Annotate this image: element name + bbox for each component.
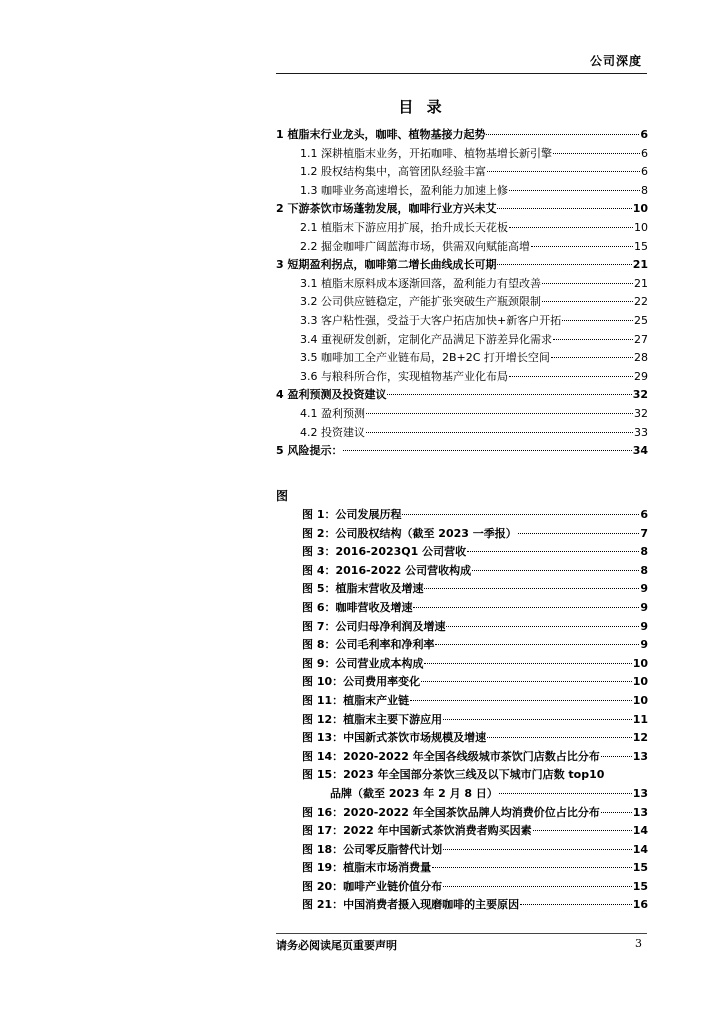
toc-subsection-entry[interactable] bbox=[276, 424, 648, 443]
figure-entry-page: 8 bbox=[640, 563, 648, 577]
figure-entry-title: 图 3：2016-2023Q1 公司营收 bbox=[302, 545, 467, 559]
dot-leader bbox=[446, 626, 639, 627]
toc-title: 目 录 bbox=[398, 98, 446, 116]
figure-entry-page: 10 bbox=[632, 675, 648, 689]
dot-leader bbox=[509, 190, 640, 191]
dot-leader bbox=[366, 432, 633, 433]
figure-entry-page: 15 bbox=[632, 879, 648, 893]
figure-entry[interactable] bbox=[302, 896, 648, 915]
figure-entry-page: 13 bbox=[632, 786, 648, 800]
figure-entry-title: 图 5：植脂末营收及增速 bbox=[302, 582, 424, 596]
dot-leader bbox=[387, 394, 631, 395]
dot-leader bbox=[542, 283, 633, 284]
toc-entry-page: 21 bbox=[632, 258, 648, 272]
figure-entry-title: 图 21：中国消费者摄入现磨咖啡的主要原因 bbox=[302, 898, 520, 912]
figure-entry[interactable] bbox=[302, 766, 648, 785]
toc-entry-title: 3.3 客户粘性强，受益于大客户拓店加快+新客户开拓 bbox=[300, 313, 562, 327]
figure-entry[interactable] bbox=[302, 804, 648, 823]
figure-entry[interactable] bbox=[302, 580, 648, 599]
toc-subsection-entry[interactable] bbox=[276, 219, 648, 238]
dot-leader bbox=[562, 320, 633, 321]
toc-subsection-entry[interactable] bbox=[276, 293, 648, 312]
toc-subsection-entry[interactable] bbox=[276, 238, 648, 257]
toc-entry-page: 25 bbox=[634, 313, 648, 327]
toc-entry-page: 8 bbox=[641, 183, 648, 197]
figure-entry-page: 9 bbox=[640, 638, 648, 652]
figure-entry-page: 12 bbox=[632, 731, 648, 745]
dot-leader bbox=[443, 849, 632, 850]
dot-leader bbox=[443, 719, 632, 720]
toc-entry-title: 5 风险提示： bbox=[276, 444, 343, 458]
toc-entry-title: 2.1 植脂末下游应用扩展，抬升成长天花板 bbox=[300, 220, 508, 234]
figure-entry-title: 图 14：2020-2022 年全国各线级城市茶饮门店数占比分布 bbox=[302, 749, 600, 763]
toc-section-entry[interactable] bbox=[276, 256, 648, 275]
dot-leader bbox=[410, 700, 632, 701]
figure-entry-page: 16 bbox=[632, 898, 648, 912]
dot-leader bbox=[509, 227, 633, 228]
figure-entry-title: 图 20：咖啡产业链价值分布 bbox=[302, 879, 443, 893]
dot-leader bbox=[551, 357, 633, 358]
dot-leader bbox=[533, 830, 632, 831]
toc-subsection-entry[interactable] bbox=[276, 331, 648, 350]
toc-subsection-entry[interactable] bbox=[276, 405, 648, 424]
figure-entry-page: 14 bbox=[632, 824, 648, 838]
dot-leader bbox=[553, 153, 640, 154]
figure-entry-page: 9 bbox=[640, 619, 648, 633]
toc-subsection-entry[interactable] bbox=[276, 312, 648, 331]
toc-entry-page: 34 bbox=[632, 444, 648, 458]
dot-leader bbox=[531, 246, 633, 247]
figure-entry[interactable] bbox=[302, 859, 648, 878]
figure-entry-title: 图 8：公司毛利率和净利率 bbox=[302, 638, 435, 652]
figure-entry[interactable] bbox=[302, 655, 648, 674]
figure-entry[interactable] bbox=[302, 636, 648, 655]
dot-leader bbox=[601, 756, 632, 757]
dot-leader bbox=[553, 339, 633, 340]
toc-section-entry[interactable] bbox=[276, 386, 648, 405]
figure-entry-title-cont: 品牌（截至 2023 年 2 月 8 日） bbox=[330, 786, 498, 800]
figure-list bbox=[302, 506, 648, 915]
dot-leader bbox=[487, 171, 640, 172]
figure-entry-title: 图 19：植脂末市场消费量 bbox=[302, 861, 432, 875]
figure-entry-title: 图 18：公司零反脂替代计划 bbox=[302, 842, 443, 856]
toc-entry-title: 1.3 咖啡业务高速增长，盈利能力加速上修 bbox=[300, 183, 508, 197]
toc-entry-title: 1.2 股权结构集中，高管团队经验丰富 bbox=[300, 165, 486, 179]
figure-entry-title: 图 17：2022 年中国新式茶饮消费者购买因素 bbox=[302, 824, 532, 838]
toc-entry-title: 3.1 植脂末原料成本逐渐回落，盈利能力有望改善 bbox=[300, 276, 541, 290]
figure-entry-page: 6 bbox=[640, 508, 648, 521]
toc-entry-page: 32 bbox=[634, 406, 648, 420]
figure-entry-page: 9 bbox=[640, 582, 648, 596]
figure-entry-title: 图 13：中国新式茶饮市场规模及增速 bbox=[302, 731, 487, 745]
figure-entry-page: 9 bbox=[640, 600, 648, 614]
figure-entry[interactable] bbox=[302, 599, 648, 618]
figure-entry[interactable] bbox=[302, 506, 648, 525]
figure-list-heading: 图 bbox=[276, 489, 289, 503]
figure-entry-title: 图 9：公司营业成本构成 bbox=[302, 656, 424, 670]
figure-entry-page: 11 bbox=[632, 712, 648, 726]
toc-entry-title: 3.5 咖啡加工全产业链布局，2B+2C 打开增长空间 bbox=[300, 351, 550, 365]
dot-leader bbox=[472, 570, 639, 571]
table-of-contents bbox=[276, 126, 648, 461]
figure-entry[interactable] bbox=[302, 729, 648, 748]
figure-entry[interactable] bbox=[302, 841, 648, 860]
figure-entry-title: 图 16：2020-2022 年全国茶饮品牌人均消费价位占比分布 bbox=[302, 805, 600, 819]
toc-subsection-entry[interactable] bbox=[276, 145, 648, 164]
figure-entry-page: 14 bbox=[632, 842, 648, 856]
toc-entry-page: 15 bbox=[634, 239, 648, 253]
toc-entry-title: 4 盈利预测及投资建议 bbox=[276, 388, 387, 402]
dot-leader bbox=[497, 208, 631, 209]
dot-leader bbox=[343, 450, 631, 451]
dot-leader bbox=[366, 413, 633, 414]
figure-entry-page: 8 bbox=[640, 545, 648, 559]
toc-entry-page: 22 bbox=[634, 295, 648, 309]
figure-entry[interactable] bbox=[302, 618, 648, 637]
toc-entry-page: 6 bbox=[641, 146, 648, 160]
toc-subsection-entry[interactable] bbox=[276, 182, 648, 201]
dot-leader bbox=[424, 663, 631, 664]
figure-entry-title: 图 15：2023 年全国部分茶饮三线及以下城市门店数 top10 bbox=[302, 768, 605, 782]
toc-subsection-entry[interactable] bbox=[276, 275, 648, 294]
toc-entry-page: 33 bbox=[634, 425, 648, 439]
toc-entry-title: 4.1 盈利预测 bbox=[300, 406, 365, 420]
figure-entry-title: 图 2：公司股权结构（截至 2023 一季报） bbox=[302, 526, 517, 540]
dot-leader bbox=[413, 607, 639, 608]
toc-entry-page: 10 bbox=[632, 202, 648, 216]
dot-leader bbox=[486, 134, 639, 135]
toc-entry-page: 6 bbox=[640, 128, 648, 141]
dot-leader bbox=[421, 681, 632, 682]
figure-entry-page: 10 bbox=[632, 656, 648, 670]
figure-entry[interactable] bbox=[302, 562, 648, 581]
toc-entry-page: 28 bbox=[634, 351, 648, 365]
dot-leader bbox=[497, 264, 631, 265]
toc-entry-page: 21 bbox=[634, 276, 648, 290]
toc-subsection-entry[interactable] bbox=[276, 349, 648, 368]
figure-entry[interactable] bbox=[302, 711, 648, 730]
disclaimer-notice: 请务必阅读尾页重要声明 bbox=[276, 939, 397, 952]
page-number: 3 bbox=[635, 937, 642, 950]
figure-entry-title: 图 11：植脂末产业链 bbox=[302, 693, 410, 707]
figure-entry-title: 图 7：公司归母净利润及增速 bbox=[302, 619, 446, 633]
dot-leader bbox=[509, 376, 633, 377]
dot-leader bbox=[520, 904, 632, 905]
toc-entry-page: 10 bbox=[634, 220, 648, 234]
report-type-label: 公司深度 bbox=[589, 54, 642, 68]
figure-entry-title: 图 12：植脂末主要下游应用 bbox=[302, 712, 443, 726]
toc-entry-title: 1.1 深耕植脂末业务，开拓咖啡、植物基增长新引擎 bbox=[300, 146, 552, 160]
toc-entry-title: 2.2 掘金咖啡广阔蓝海市场，供需双向赋能高增 bbox=[300, 239, 530, 253]
toc-entry-title: 3.6 与粮科所合作，实现植物基产业化布局 bbox=[300, 369, 508, 383]
figure-entry-page: 15 bbox=[632, 861, 648, 875]
dot-leader bbox=[542, 301, 633, 302]
toc-entry-page: 29 bbox=[634, 369, 648, 383]
dot-leader bbox=[443, 886, 632, 887]
figure-entry[interactable] bbox=[302, 822, 648, 841]
toc-entry-page: 27 bbox=[634, 332, 648, 346]
toc-section-entry[interactable] bbox=[276, 200, 648, 219]
dot-leader bbox=[435, 644, 639, 645]
dot-leader bbox=[487, 737, 632, 738]
dot-leader bbox=[518, 533, 640, 534]
dot-leader bbox=[601, 812, 632, 813]
figure-entry[interactable] bbox=[302, 543, 648, 562]
toc-entry-page: 6 bbox=[641, 165, 648, 179]
figure-entry-title: 图 1：公司发展历程 bbox=[302, 508, 402, 521]
header-divider bbox=[276, 73, 647, 74]
dot-leader bbox=[402, 514, 639, 515]
figure-entry[interactable] bbox=[302, 692, 648, 711]
toc-entry-title: 2 下游茶饮市场蓬勃发展，咖啡行业方兴未艾 bbox=[276, 202, 497, 216]
toc-section-entry[interactable] bbox=[276, 442, 648, 461]
figure-entry-title: 图 10：公司费用率变化 bbox=[302, 675, 421, 689]
toc-subsection-entry[interactable] bbox=[276, 368, 648, 387]
toc-entry-title: 4.2 投资建议 bbox=[300, 425, 365, 439]
figure-entry-page: 13 bbox=[632, 749, 648, 763]
figure-entry-page: 7 bbox=[640, 526, 648, 540]
dot-leader bbox=[467, 551, 639, 552]
toc-entry-title: 3 短期盈利拐点，咖啡第二增长曲线成长可期 bbox=[276, 258, 497, 272]
toc-subsection-entry[interactable] bbox=[276, 163, 648, 182]
figure-entry-title: 图 4：2016-2022 公司营收构成 bbox=[302, 563, 472, 577]
figure-entry-title: 图 6：咖啡营收及增速 bbox=[302, 600, 413, 614]
toc-entry-title: 3.4 重视研发创新，定制化产品满足下游差异化需求 bbox=[300, 332, 552, 346]
footer-divider bbox=[276, 933, 647, 934]
figure-entry[interactable] bbox=[302, 878, 648, 897]
figure-entry[interactable] bbox=[302, 748, 648, 767]
figure-entry[interactable] bbox=[302, 525, 648, 544]
dot-leader bbox=[499, 793, 632, 794]
dot-leader bbox=[424, 588, 639, 589]
toc-section-entry[interactable] bbox=[276, 126, 648, 145]
figure-entry-page: 13 bbox=[632, 805, 648, 819]
toc-entry-title: 1 植脂末行业龙头，咖啡、植物基接力起势 bbox=[276, 128, 486, 141]
figure-entry-continuation[interactable] bbox=[302, 785, 648, 804]
toc-entry-page: 32 bbox=[632, 388, 648, 402]
toc-entry-title: 3.2 公司供应链稳定，产能扩张突破生产瓶颈限制 bbox=[300, 295, 541, 309]
dot-leader bbox=[432, 867, 632, 868]
figure-entry[interactable] bbox=[302, 673, 648, 692]
figure-entry-page: 10 bbox=[632, 693, 648, 707]
